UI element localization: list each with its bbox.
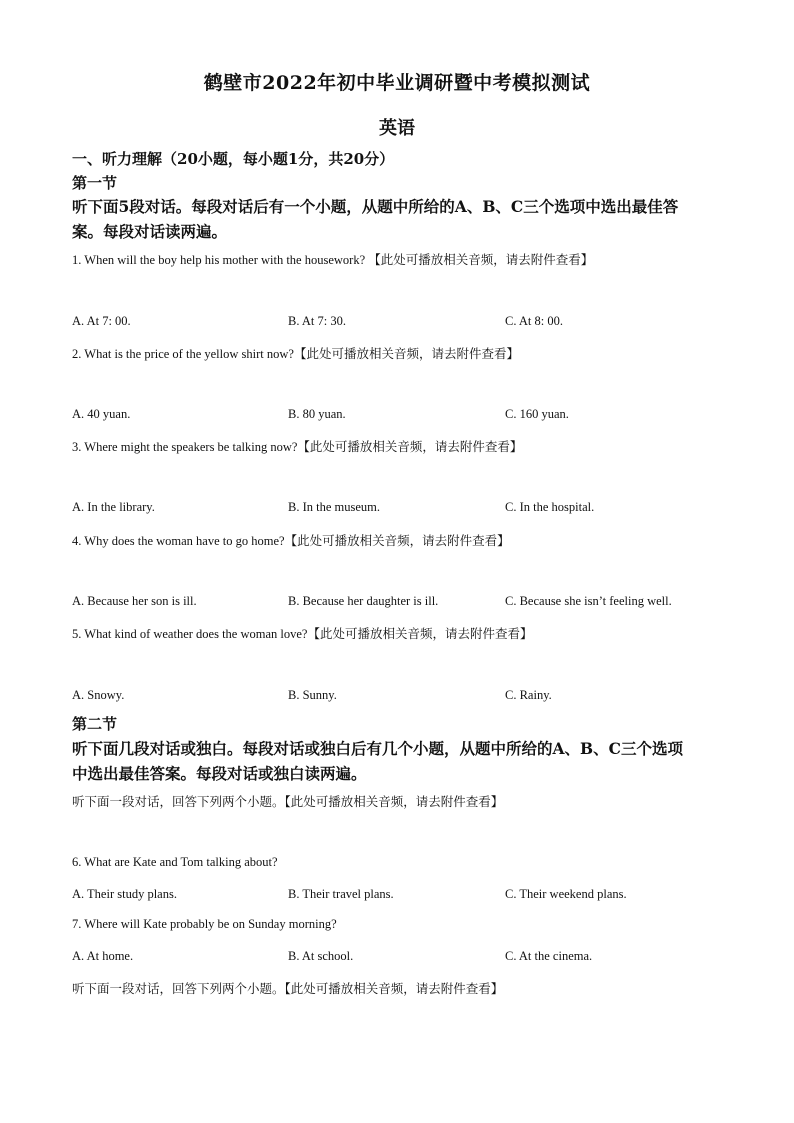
audio-note: 【此处可播放相关音频，请去附件查看】 (297, 439, 523, 454)
option-b: B. 80 yuan. (288, 407, 346, 421)
instruction-line: 听下面几段对话或独白。每段对话或独白后有几个小题，从题中所给的A、B、C三个选项 (72, 739, 683, 758)
option-a: A. In the library. (72, 500, 155, 514)
option-a: A. 40 yuan. (72, 407, 131, 421)
option-c: C. Because she isn’t feeling well. (505, 594, 672, 608)
option-b: B. Their travel plans. (288, 887, 394, 901)
option-a: A. Because her son is ill. (72, 594, 197, 608)
options-6 (72, 887, 772, 905)
question-text: 7. Where will Kate probably be on Sunday morning? (72, 917, 337, 931)
section-instruction-1 (72, 194, 722, 244)
question-5 (72, 624, 532, 642)
part-heading-listening: 一、听力理解（20小题，每小题1分，共20分） (72, 150, 395, 168)
option-a: A. Their study plans. (72, 887, 177, 901)
options-7 (72, 949, 772, 967)
option-c: C. 160 yuan. (505, 407, 569, 421)
question-3 (72, 437, 522, 455)
exam-subject: 英语 (379, 118, 415, 139)
option-a: A. At 7: 00. (72, 314, 131, 328)
question-text: 6. What are Kate and Tom talking about? (72, 855, 278, 869)
section-label-2: 第二节 (72, 715, 118, 733)
option-b: B. Sunny. (288, 688, 337, 702)
audio-note: 【此处可播放相关音频，请去附件查看】 (307, 626, 533, 641)
question-2 (72, 344, 519, 362)
question-1 (72, 250, 593, 268)
options-5 (72, 688, 772, 706)
option-b: B. At school. (288, 949, 354, 963)
audio-note: 【此处可播放相关音频，请去附件查看】 (368, 252, 594, 267)
options-4 (72, 594, 772, 612)
option-c: C. At the cinema. (505, 949, 593, 963)
audio-note: 【此处可播放相关音频，请去附件查看】 (284, 533, 510, 548)
question-6 (72, 855, 278, 870)
question-text: 1. When will the boy help his mother with the housework? (72, 253, 366, 267)
dialog-note: 听下面一段对话，回答下列两个小题。【此处可播放相关音频，请去附件查看】 (72, 794, 504, 809)
options-3 (72, 500, 772, 518)
dialog-note: 听下面一段对话，回答下列两个小题。【此处可播放相关音频，请去附件查看】 (72, 981, 504, 996)
section-label-1: 第一节 (72, 174, 118, 192)
instruction-line: 案。每段对话读两遍。 (72, 222, 228, 241)
instruction-line: 听下面5段对话。每段对话后有一个小题，从题中所给的A、B、C三个选项中选出最佳答 (72, 197, 679, 216)
option-b: B. Because her daughter is ill. (288, 594, 439, 608)
question-text: 5. What kind of weather does the woman love? (72, 627, 308, 641)
option-c: C. At 8: 00. (505, 314, 563, 328)
option-c: C. Rainy. (505, 688, 552, 702)
question-7 (72, 917, 337, 932)
exam-title: 鹤壁市2022年初中毕业调研暨中考模拟测试 (203, 72, 591, 94)
options-2 (72, 407, 772, 425)
option-c: C. In the hospital. (505, 500, 595, 514)
option-c: C. Their weekend plans. (505, 887, 627, 901)
option-a: A. At home. (72, 949, 134, 963)
option-a: A. Snowy. (72, 688, 125, 702)
question-text: 4. Why does the woman have to go home? (72, 534, 285, 548)
instruction-line: 中选出最佳答案。每段对话或独白读两遍。 (72, 764, 367, 783)
question-text: 2. What is the price of the yellow shirt now? (72, 347, 294, 361)
question-text: 3. Where might the speakers be talking now? (72, 440, 298, 454)
question-4 (72, 531, 510, 549)
option-b: B. In the museum. (288, 500, 381, 514)
option-b: B. At 7: 30. (288, 314, 346, 328)
audio-note: 【此处可播放相关音频，请去附件查看】 (293, 346, 519, 361)
section-instruction-2 (72, 736, 722, 786)
options-1 (72, 314, 772, 332)
